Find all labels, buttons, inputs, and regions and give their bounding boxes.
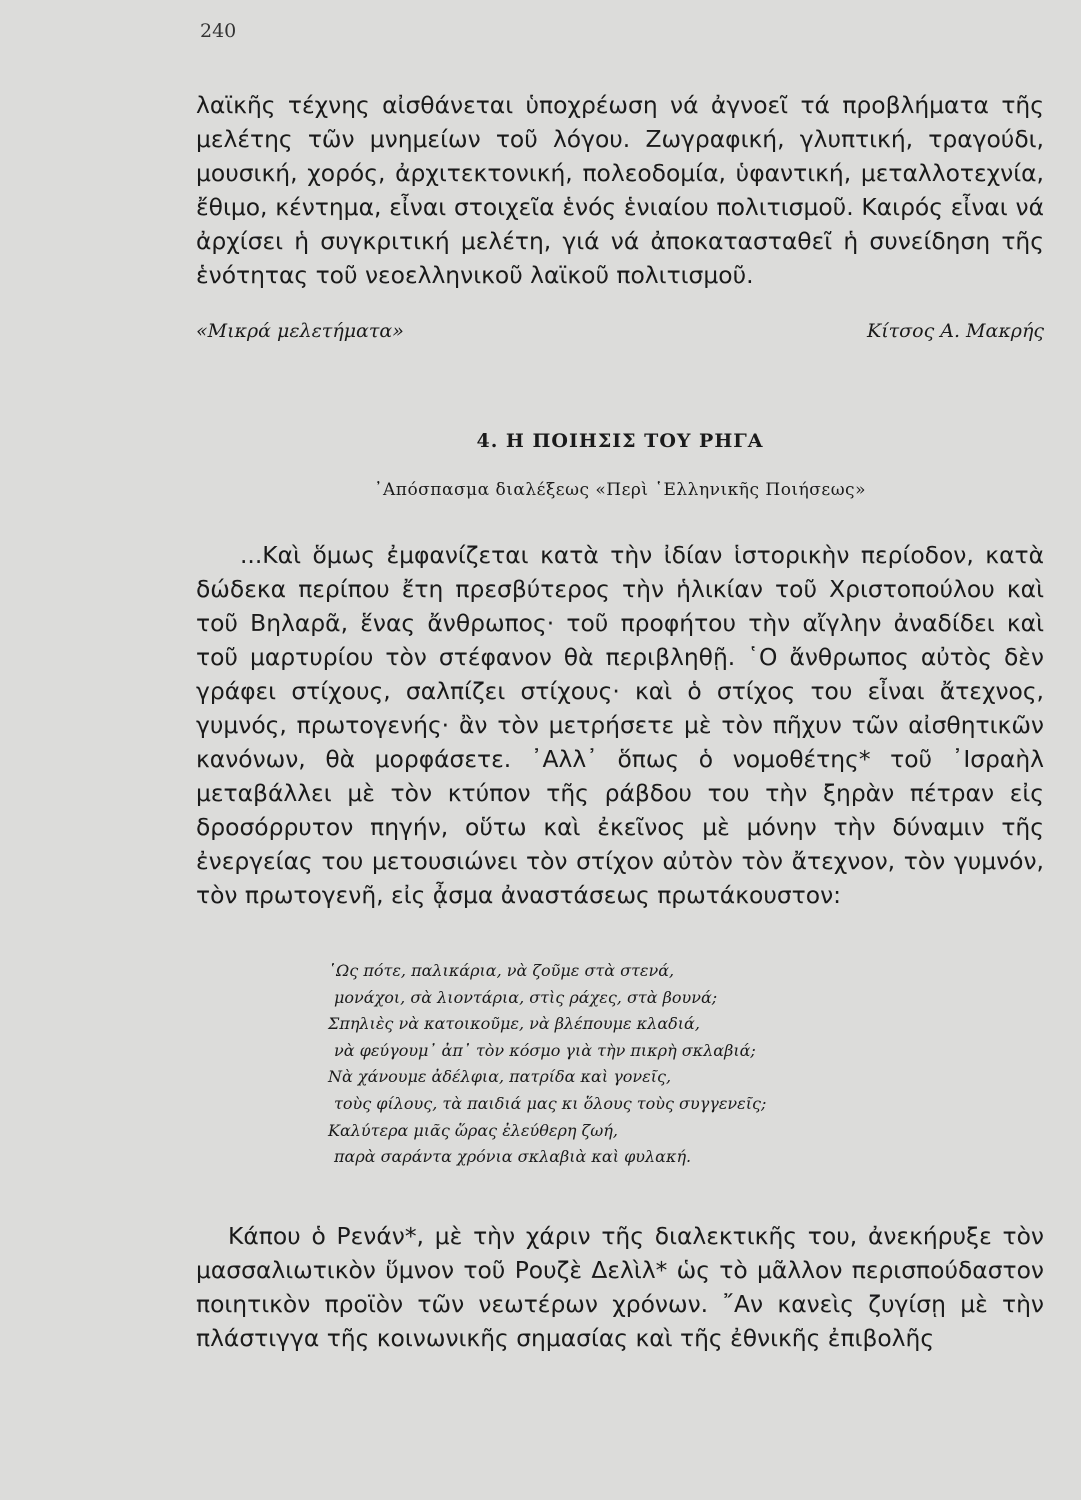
attribution-source: «Μικρά μελετήματα» (196, 320, 404, 342)
poem-line: μονάχοι, σὰ λιοντάρια, στὶς ράχες, στὰ βουνά; (334, 987, 718, 1007)
section-subtitle: ᾿Απόσπασμα διαλέξεως «Περὶ ῾Ελληνικῆς Ποιήσεως» (374, 480, 866, 500)
poem-line: ῾Ως πότε, παλικάρια, νὰ ζοῦμε στὰ στενά, (328, 961, 675, 980)
poem-line: παρὰ σαράντα χρόνια σκλαβιὰ καὶ φυλακή. (334, 1147, 692, 1167)
poem-line: τοὺς φίλους, τὰ παιδιά μας κι ὅλους τοὺς συγγενεῖς; (334, 1093, 767, 1113)
poem-line: Σπηλιὲς νὰ κατοικοῦμε, νὰ βλέπουμε κλαδιά, (328, 1014, 700, 1034)
poem-line: νὰ φεύγουμ᾿ ἀπ᾿ τὸν κόσμο γιὰ τὴν πικρὴ σκλαβιά; (334, 1040, 756, 1060)
section-paragraph: ...Καὶ ὅμως ἐμφανίζεται κατὰ τὴν ἰδίαν ἱστορικὴν περίοδον, κατὰ δώδεκα περίπου ἔτη πρεσβύτερος τὴν ἡλικίαν τοῦ Χριστοπούλου καὶ τοῦ Βηλαρᾶ, ἕνας ἄνθρωπος· τοῦ προφήτου τὴν αἴγλην ἀναδίδει καὶ τοῦ μαρτυρίου τὸν στέφανον θὰ περιβληθῇ. ῾Ο ἄνθρωπος αὐτὸς δὲν γράφει στίχους, σαλπίζει στίχους· καὶ ὁ στίχος του εἶναι ἄτεχνος, γυμνός, πρωτογενής· ἂν τὸν μετρήσετε μὲ τὸν πῆχυν τῶν αἰσθητικῶν κανόνων, θὰ μορφάσετε. ᾿Αλλ᾿ ὅπως ὁ νομοθέτης* τοῦ ᾿Ισραὴλ μεταβάλλει μὲ τὸν κτύπον τῆς ράβδου του τὴν ξηρὰν πέτραν εἰς δροσόρρυτον πηγήν, οὕτω καὶ ἐκεῖνος μὲ μόνην τὴν δύναμιν τῆς ἐνεργείας του μετουσιώνει τὸν στίχον αὐτὸν τὸν ἄτεχνον, τὸν γυμνόν, τὸν πρωτογενῆ, εἰς ᾆσμα ἀναστάσεως πρωτάκουστον: (196, 541, 1044, 909)
attribution-author: Κίτσος Α. Μακρής (867, 320, 1044, 342)
poem-line: Νὰ χάνουμε ἀδέλφια, πατρίδα καὶ γονεῖς, (328, 1067, 672, 1087)
poem-line: Καλύτερα μιᾶς ὥρας ἐλεύθερη ζωή, (328, 1120, 618, 1140)
intro-paragraph: λαϊκῆς τέχνης αἰσθάνεται ὑποχρέωση νά ἀγνοεῖ τά προβλήματα τῆς μελέτης τῶν μνημείων τοῦ λόγου. Ζωγραφική, γλυπτική, τραγούδι, μουσική, χορός, ἀρχιτεκτονική, πολεοδομία, ὑφαντική, μεταλλοτεχνία, ἔθιμο, κέντημα, εἶναι στοιχεῖα ἑνός ἑνιαίου πολιτισμοῦ. Καιρός εἶναι νά ἀρχίσει ἡ συγκριτική μελέτη, γιά νά ἀποκατασταθεῖ ἡ συνείδηση τῆς ἑνότητας τοῦ νεοελληνικοῦ λαϊκοῦ πολιτισμοῦ. (196, 91, 1044, 289)
poem (328, 958, 766, 1171)
section-title: 4. Η ΠΟΙΗΣΙΣ ΤΟΥ ΡΗΓΑ (476, 430, 764, 452)
closing-paragraph: Κάπου ὁ Ρενάν*, μὲ τὴν χάριν τῆς διαλεκτικῆς του, ἀνεκήρυξε τὸν μασσαλιωτικὸν ὕμνον τοῦ Ρουζὲ Δελὶλ* ὡς τὸ μᾶλλον περισπούδαστον ποιητικὸν προϊὸν τῶν νεωτέρων χρόνων. ῎Αν κανεὶς ζυγίσῃ μὲ τὴν πλάστιγγα τῆς κοινωνικῆς σημασίας καὶ τῆς ἐθνικῆς ἐπιβολῆς (196, 1222, 1044, 1352)
page-number: 240 (200, 20, 237, 42)
